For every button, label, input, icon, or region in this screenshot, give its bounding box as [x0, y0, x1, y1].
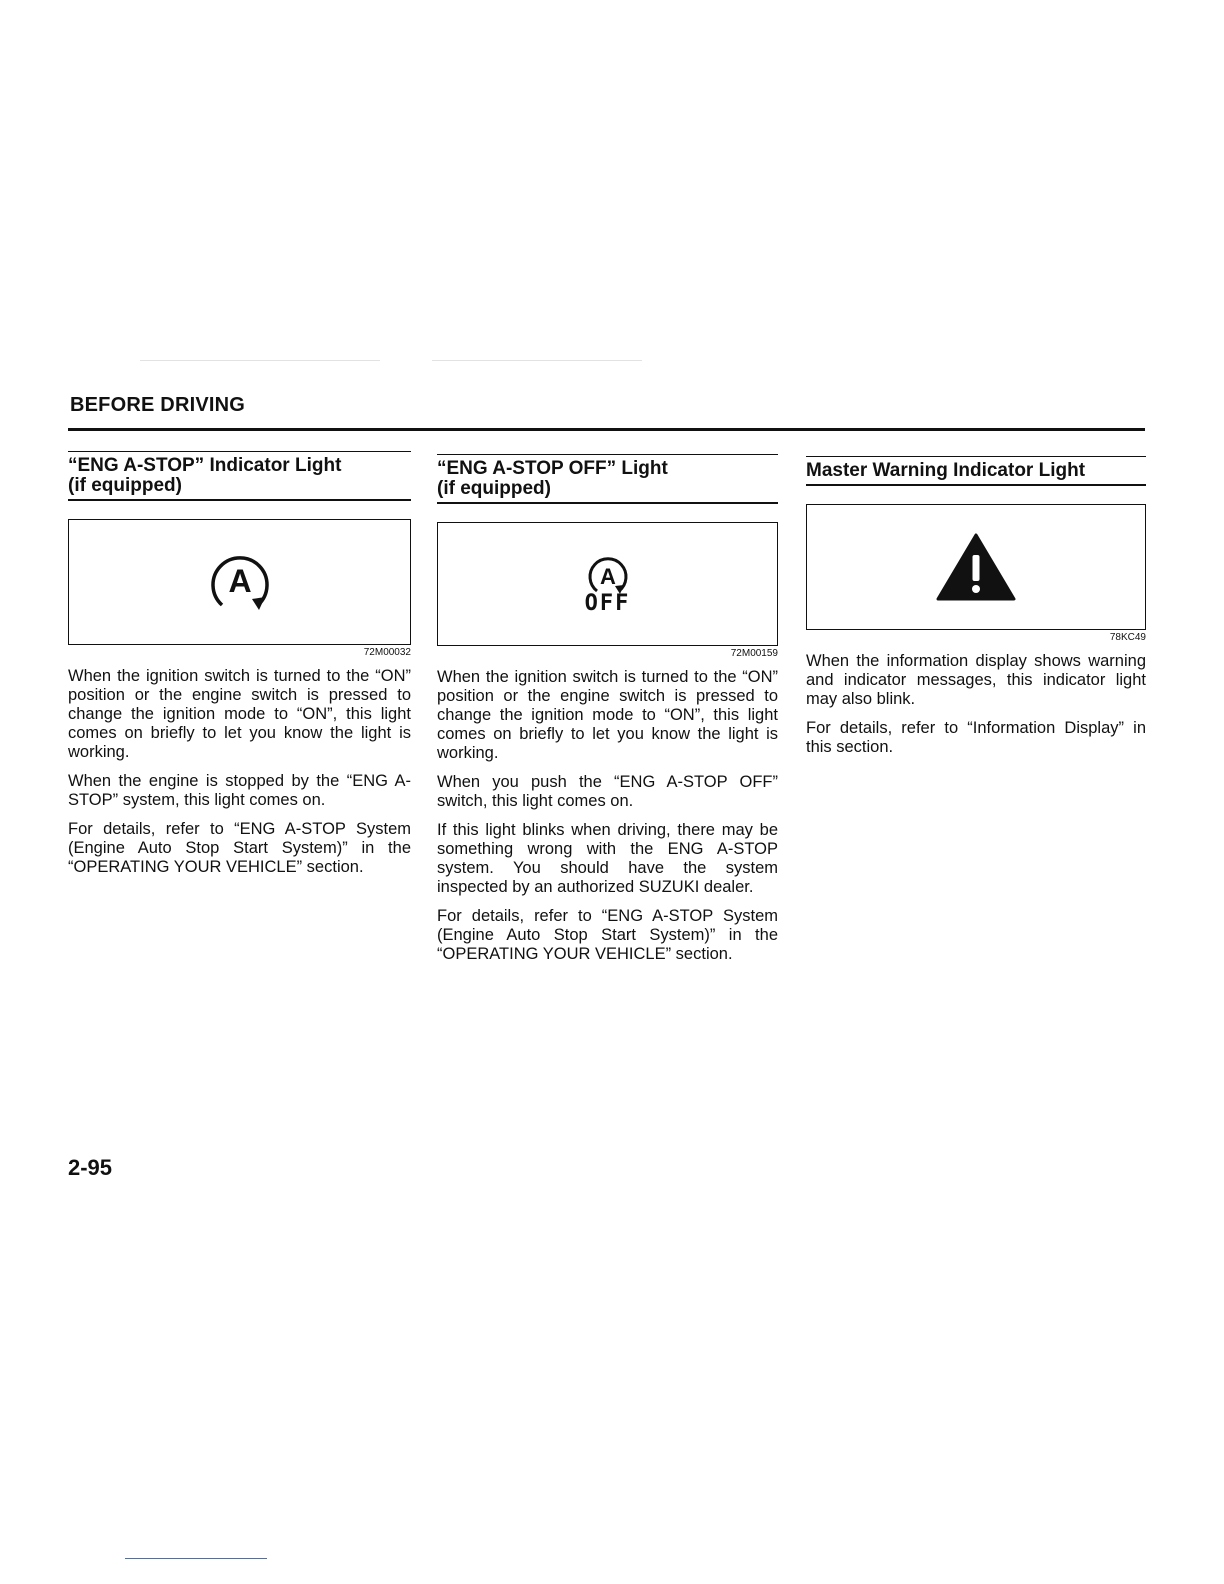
column-title [68, 451, 411, 501]
master-warning-icon [934, 531, 1018, 603]
eng-a-stop-indicator-icon [195, 547, 285, 617]
body-paragraph: If this light blinks when driving, there may be something wrong with the ENG A-STOP system. You should have the system inspected by an authorized SUZUKI dealer. [437, 821, 778, 896]
body-paragraph: When the ignition switch is turned to the “ON” position or the engine switch is pressed to change the ignition mode to “ON”, this light comes on briefly to let you know the light is working. [68, 667, 411, 761]
column-eng-a-stop [68, 451, 411, 887]
title-line: “ENG A-STOP” Indicator Light [68, 455, 342, 476]
column-eng-a-stop-off [437, 454, 778, 974]
figure-code: 72M00032 [363, 647, 411, 658]
column-title [806, 456, 1146, 486]
eng-a-stop-off-icon [578, 553, 638, 615]
title-subline: (if equipped) [437, 478, 551, 499]
indicator-figure [68, 519, 411, 645]
body-paragraph: When the information display shows warning and indicator messages, this indicator light may also blink. [806, 652, 1146, 708]
body-paragraph: For details, refer to “ENG A-STOP System (Engine Auto Stop Start System)” in the “OPERATING YOUR VEHICLE” section. [437, 907, 778, 963]
body-paragraph: When you push the “ENG A-STOP OFF” switch, this light comes on. [437, 773, 778, 810]
body-paragraph: For details, refer to “ENG A-STOP System (Engine Auto Stop Start System)” in the “OPERATING YOUR VEHICLE” section. [68, 820, 411, 876]
body-paragraph: When the engine is stopped by the “ENG A-STOP” system, this light comes on. [68, 772, 411, 809]
indicator-figure [437, 522, 778, 646]
off-label: OFF [584, 591, 631, 616]
title-line: “ENG A-STOP OFF” Light [437, 458, 668, 479]
scan-artifact [140, 360, 380, 361]
column-title [437, 454, 778, 504]
page-number: 2-95 [68, 1155, 113, 1180]
indicator-figure [806, 504, 1146, 630]
column-master-warning [806, 456, 1146, 767]
section-title: BEFORE DRIVING [70, 394, 246, 416]
title-line: Master Warning Indicator Light [806, 460, 1086, 481]
svg-text:A: A [227, 563, 252, 599]
body-paragraph: For details, refer to “Information Display” in this section. [806, 719, 1146, 756]
header-rule [68, 428, 1145, 431]
figure-code: 72M00159 [730, 648, 778, 659]
body-paragraph: When the ignition switch is turned to the “ON” position or the engine switch is pressed to change the ignition mode to “ON”, this light comes on briefly to let you know the light is working. [437, 668, 778, 762]
scan-artifact [432, 360, 642, 361]
figure-code: 78KC49 [1109, 632, 1146, 643]
svg-text:A: A [599, 564, 616, 589]
scan-artifact [125, 1558, 267, 1559]
a-circle-icon [578, 553, 638, 595]
title-subline: (if equipped) [68, 475, 182, 496]
